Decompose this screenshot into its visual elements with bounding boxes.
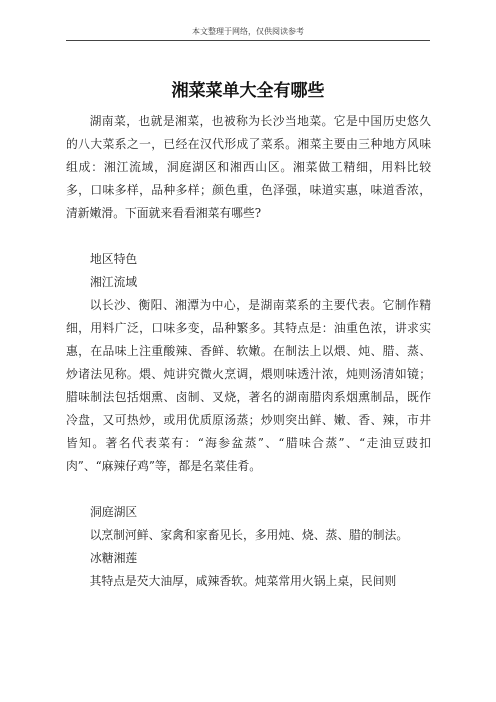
subheading-dongting: 洞庭湖区 xyxy=(90,505,138,519)
dish-paragraph: 其特点是芡大油厚，咸辣香软。炖菜常用火锅上桌，民间则 xyxy=(89,574,397,588)
dongting-paragraph: 以烹制河鲜、家禽和家畜见长，多用炖、烧、蒸、腊的制法。 xyxy=(89,528,409,542)
spacer xyxy=(66,478,431,501)
header-divider xyxy=(66,40,430,41)
header-note: 本文整理于网络，仅供阅读参考 xyxy=(192,27,304,36)
xiangjiang-paragraph: 以长沙、衡阳、湘潭为中心，是湖南菜系的主要代表。它制作精细，用料广泛，口味多变，品种繁多。其特点是：油重色浓，讲求实惠，在品味上注重酸辣、香鲜、软嫩。在制法上以煨、炖、腊、蒸、炒诸法见称。煨、炖讲究微火烹调，煨则味透汁浓，炖则汤清如镜；腊味制法包括烟熏、卤制、叉烧，著名的湖南腊肉系烟熏制品，既作冷盘，又可热炒，或用优质原汤蒸；炒则突出鲜、嫩、香、辣，市井皆知。著名代表菜有：“海参盆蒸”、“腊味合蒸”、“走油豆豉扣肉”、“麻辣仔鸡”等，都是名菜佳肴。 xyxy=(66,298,431,473)
intro-paragraph: 湖南菜，也就是湘菜，也被称为长沙当地菜。它是中国历史悠久的八大菜系之一，已经在汉代形成了菜系。湘菜主要由三种地方风味组成：湘江流域，洞庭湖区和湘西山区。湘菜做工精细，用料比较多，口味多样，品种多样；颜色重，色泽强，味道实惠，味道香浓，清新嫩滑。下面就来看看湘菜有哪些? xyxy=(66,114,431,220)
subheading-dish: 冰糖湘莲 xyxy=(90,551,138,565)
spacer xyxy=(66,225,431,248)
section-heading-regional: 地区特色 xyxy=(90,252,138,266)
page-header xyxy=(0,0,496,40)
subheading-xiangjiang: 湘江流域 xyxy=(90,275,138,289)
page-title: 湘菜菜单大全有哪些 xyxy=(171,81,325,101)
document-body xyxy=(66,110,431,593)
